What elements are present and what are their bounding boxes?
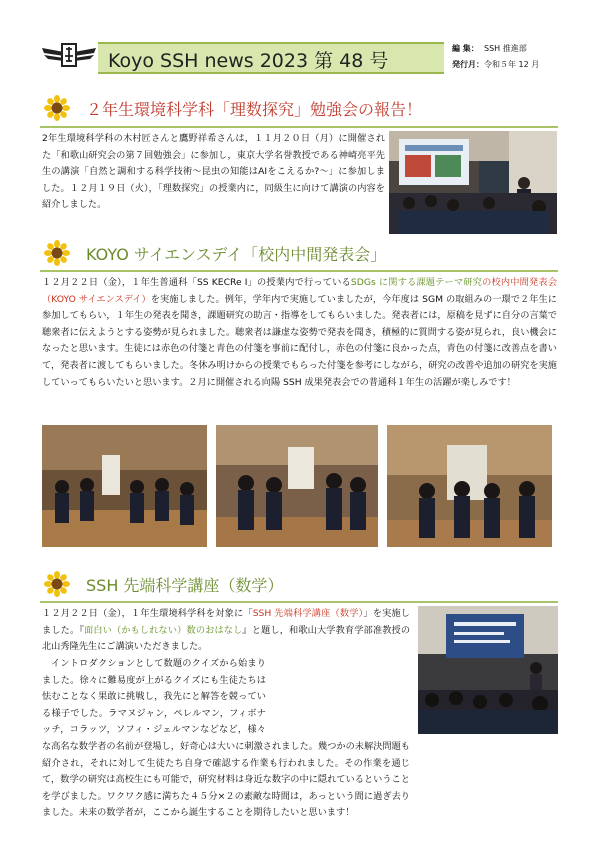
section3-photo <box>418 606 558 734</box>
highlight-sdgs: SDGs に関する課題テーマ研究 <box>350 277 483 288</box>
math-lecture-image <box>418 606 558 734</box>
editor-line: 編 集： SSH 推進部 <box>452 44 527 53</box>
sunflower-icon <box>44 240 70 266</box>
highlight-lecture-name: SSH 先端科学講座（数学） <box>252 608 364 619</box>
section2-paragraph: １２月２２日（金），１年生普通科「SS KECRe I」の授業内で行っているSDGs に関する課題テーマ研究の校内中間発表会（KOYO サイエンスデイ）を実施しました。例年，学年内で実施していましたが，今年度は SGM の取組みの一環で２年生に参加してもらい，１年生の発表を聞き，課題研究の助言・指導をしてもらいました。発表者には，原稿を見ずに自分の言葉で聴衆者に伝えようとする姿勢が見られました。聴衆者は謙虚な姿勢で発表を聞き，積極的に質問する姿が見られ，良い機会になったと思います。生徒には赤色の付箋と青色の付箋を事前に配付し，赤色の付箋に良かった点，青色の付箋に改善点を書いて，発表者に渡してもらいました。冬休み明けからの授業でもらった付箋を参考にしながら，研究の改善や追加の研究を実施していってもらいたいと思います。２月に開催される向陽 SSH 成果発表会での普通科１年生の活躍が楽しみです！ <box>42 277 558 388</box>
section1-paragraph: 2年生環境科学科の木村匠さんと鷹野祥希さんは，１１月２０日（月）に開催された「和歌山研究会の第７回勉強会」に参加し，東京大学名誉教授である神崎亮平先生の講演「自然と調和する科学技術〜昆虫の知能はAIをこえるか?〜」に参加しました。１２月１９日（火），「理数探究」の授業内に，同級生に向けて講演の内容を紹介しました。 <box>42 133 385 211</box>
section3-paragraph-2-top <box>42 656 410 822</box>
section1-photo <box>389 131 557 234</box>
section3-paragraph-1: １２月２２日（金），１年生環境科学科を対象に「SSH 先端科学講座（数学）」を実施しました。『面白い（かもしれない）数のおはなし』と題し，和歌山大学教育学部准教授の北山秀隆先生にご講演いただきました。 <box>42 608 411 653</box>
section3-title: SSH 先端科学講座（数学） <box>86 576 284 595</box>
section3-divider <box>40 601 558 603</box>
section2-photo-3 <box>387 425 552 547</box>
editor: SSH 推進部 <box>484 44 527 53</box>
section2-photo-2 <box>216 425 378 547</box>
gym-poster-session-image <box>42 425 207 547</box>
poster-presentation-image <box>216 425 378 547</box>
section2-divider <box>40 270 558 272</box>
section1-divider <box>40 126 558 128</box>
section2-title: KOYO サイエンスデイ「校内中間発表会」 <box>86 245 387 264</box>
sunflower-icon <box>44 95 70 121</box>
issue-line: 発行月：令和５年 12 月 <box>452 60 540 69</box>
highlight-koyo-science-day: の校内中間発表会（KOYO サイエンスデイ） <box>42 277 558 305</box>
newsletter-title: Koyo SSH news 2023 第 48 号 <box>108 50 389 72</box>
students-listening-image <box>387 425 552 547</box>
highlight-lecture-title: 面白い（かもしれない）数のおはなし <box>84 624 243 636</box>
section2-photo-1 <box>42 425 207 547</box>
issue-month: 令和５年 12 月 <box>484 60 540 69</box>
newsletter-title-band <box>98 42 444 74</box>
school-logo-icon <box>40 42 98 68</box>
section3-paragraph-2: イントロダクションとして数題のクイズから始まりました。徐々に難易度が上がるクイズにも生徒たちは怯むことなく果敢に挑戦し，我先にと解答を競っている様子でした。ラマヌジャン，ペレルマン，フィボナッチ，コラッツ，ソフィ・ジェルマンなどなど，様々な高名な数学者の名前が登場し，好奇心は大いに刺激されました。幾つかの未解決問題も紹介され，それに対して生徒たち自身で確認する作業も行われました。その作業を通じて，数学の研究は高校生にも可能で，研究材料は身近な数字の中に隠れているということを学びました。ワクワク感に満ちた４５分×２の素敵な時間は，あっという間に過ぎ去りました。未来の数学者が，ここから誕生することを期待したいと思います！ <box>42 658 410 819</box>
classroom-presentation-image <box>389 131 557 234</box>
section1-title: ２年生環境科学科「理数探究」勉強会の報告！ <box>86 100 423 119</box>
sunflower-icon <box>44 571 70 597</box>
